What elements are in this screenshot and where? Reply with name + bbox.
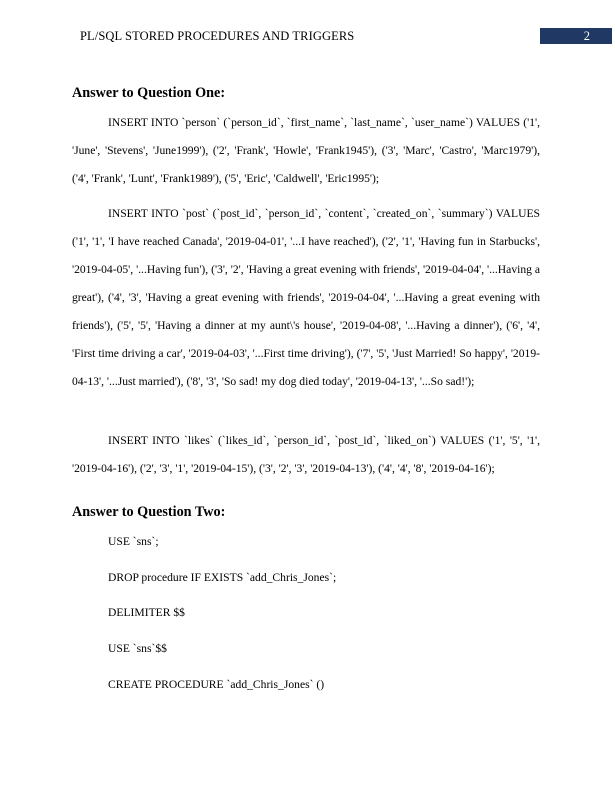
code-line: DELIMITER $$: [108, 606, 185, 619]
code-line: USE `sns`;: [108, 535, 159, 548]
likes-insert-paragraph: INSERT INTO `likes` (`likes_id`, `person_id`, `post_id`, `liked_on`) VALUES ('1', '5', '1', '2019-04-16'), ('2', '3', '1', '2019-04-15'), ('3', '2', '3', '2019-04-13'), ('4', '4', '8', '2019-04-16');: [72, 434, 540, 475]
running-header-title: PL/SQL STORED PROCEDURES AND TRIGGERS: [80, 29, 355, 43]
page-number: 2: [583, 29, 590, 43]
question-one-heading: Answer to Question One:: [72, 85, 226, 101]
code-line: DROP procedure IF EXISTS `add_Chris_Jones`;: [108, 571, 337, 584]
question-two-heading: Answer to Question Two:: [72, 504, 226, 520]
code-line: USE `sns`$$: [108, 642, 167, 655]
post-insert-paragraph: INSERT INTO `post` (`post_id`, `person_id`, `content`, `created_on`, `summary`) VALUES ('1', '1', 'I have reached Canada', '2019-04-01', '...I have reached'), ('2', '1', 'Having fun in Starbucks', '2019-04-05', '...Having fun'), ('3', '2', 'Having a great evening with friends', '2019-04-04', '...Having a great'), ('4', '3', 'Having a great evening with friends', '2019-04-04', '...Having a great evening with friends'), ('5', '5', 'Having a dinner at my aunt\'s house', '2019-04-08', '...Having a dinner'), ('6', '4', 'First time driving a car', '2019-04-03', '...First time driving'), ('7', '5', 'Just Married! So happy', '2019-04-13', '...Just married'), ('8', '3', 'So sad! my dog died today', '2019-04-13', '...So sad!');: [72, 207, 540, 388]
page-number-badge: [540, 28, 612, 44]
person-insert-paragraph: INSERT INTO `person` (`person_id`, `first_name`, `last_name`, `user_name`) VALUES ('1', 'June', 'Stevens', 'June1999'), ('2', 'Frank', 'Howle', 'Frank1945'), ('3', 'Marc', 'Castro', 'Marc1979'), ('4', 'Frank', 'Lunt', 'Frank1989'), ('5', 'Eric', 'Caldwell', 'Eric1995');: [72, 116, 540, 185]
code-line: CREATE PROCEDURE `add_Chris_Jones` (): [108, 678, 325, 691]
